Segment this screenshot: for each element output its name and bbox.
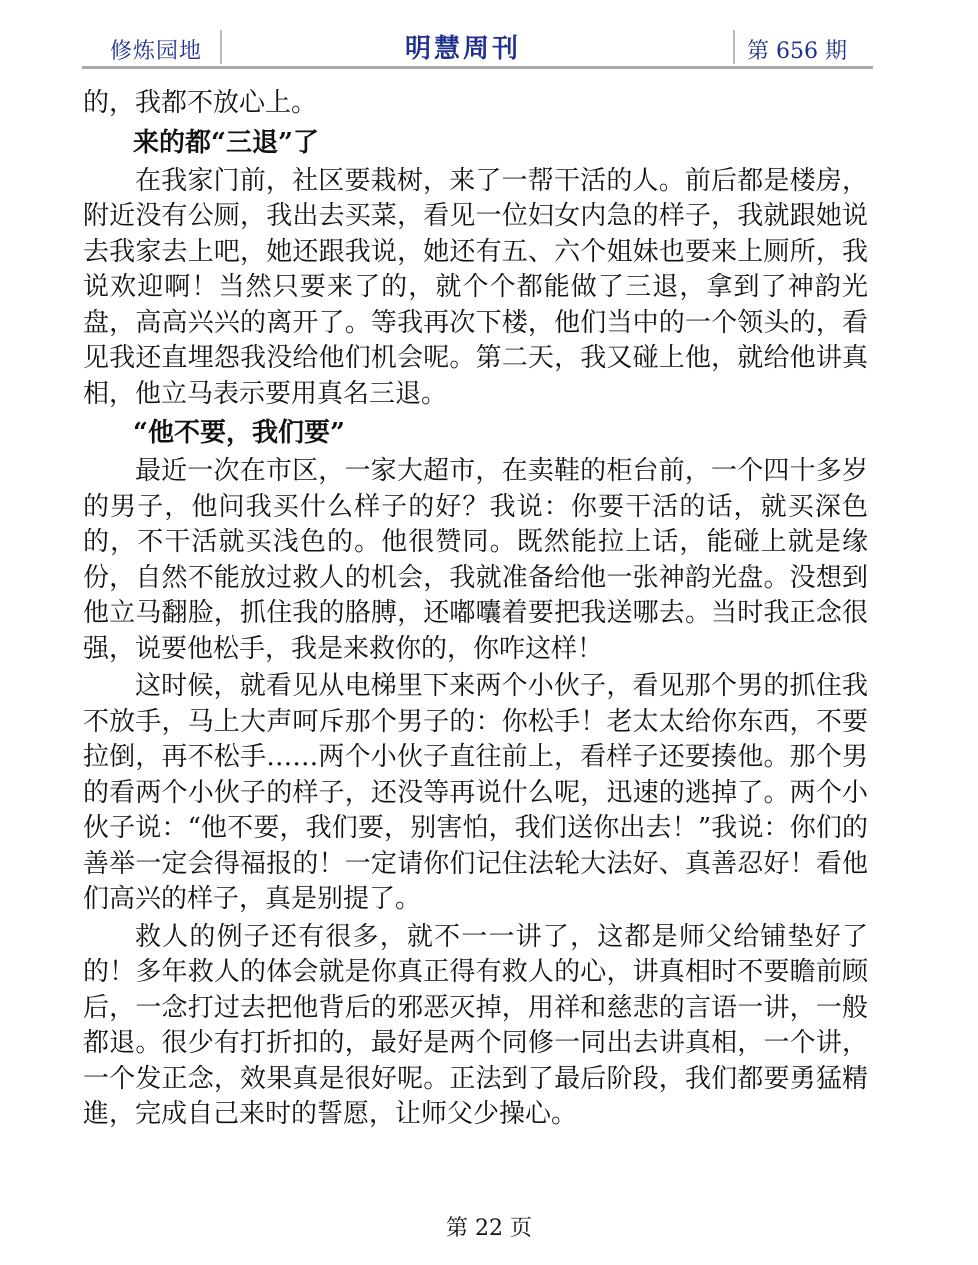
paragraph-continued: 的，我都不放心上。 <box>83 88 318 118</box>
paragraph: 在我家门前，社区要栽树，来了一帮干活的人。前后都是楼房，附近没有公厕，我出去买菜，看见一位妇女内急的样子，我就跟她说去我家去上吧，她还跟我说，她还有五、六个姐妹也要来上厕所，我说欢迎啊！当然只要来了的，就个个都能做了三退，拿到了神韵光盘，高高兴兴的离开了。等我再次下楼，他们当中的一个领头的，看见我还直埋怨我没给他们机会呢。第二天，我又碰上他，就给他讲真相，他立马表示要用真名三退。 <box>83 165 868 409</box>
subheading-three-quits: 来的都“三退”了 <box>133 127 319 158</box>
subheading-he-doesnt-want: “他不要，我们要” <box>133 418 345 448</box>
page-header <box>82 28 873 68</box>
page-number: 第 22 页 <box>446 1216 532 1241</box>
paragraph: 这时候，就看见从电梯里下来两个小伙子，看见那个男的抓住我不放手，马上大声呵斥那个男子的：你松手！老太太给你东西，不要拉倒，再不松手……两个小伙子直往前上，看样子还要揍他。那个男的看两个小伙子的样子，还没等再说什么呢，迅速的逃掉了。两个小伙子说：“他不要，我们要，别害怕，我们送你出去！”我说：你们的善举一定会得福报的！一定请你们记住法轮大法好、真善忍好！看他们高兴的样子，真是别提了。 <box>83 671 868 914</box>
paragraph: 最近一次在市区，一家大超市，在卖鞋的柜台前，一个四十多岁的男子，他问我买什么样子的好？我说：你要干活的话，就买深色的，不干活就买浅色的。他很赞同。既然能拉上话，能碰上就是缘份，自然不能放过救人的机会，我就准备给他一张神韵光盘。没想到他立马翻脸，抓住我的胳膊，还嘟囔着要把我送哪去。当时我正念很强，说要他松手，我是来救你的，你咋这样！ <box>83 456 868 664</box>
section-name: 修炼园地 <box>110 39 203 64</box>
issue-number: 第 656 期 <box>747 39 847 64</box>
header-rule <box>82 66 873 69</box>
header-divider-left <box>220 30 222 64</box>
header-divider-right <box>733 30 735 64</box>
paragraph: 救人的例子还有很多，就不一一讲了，这都是师父给铺垫好了的！多年救人的体会就是你真正得有救人的心，讲真相时不要瞻前顾后，一念打过去把他背后的邪恶灭掉，用祥和慈悲的言语一讲，一般都退。很少有打折扣的，最好是两个同修一同出去讲真相，一个讲，一个发正念，效果真是很好呢。正法到了最后阶段，我们都要勇猛精進，完成自己来时的誓愿，让师父少操心。 <box>83 921 868 1129</box>
publication-title: 明慧周刊 <box>405 34 522 64</box>
article-body <box>83 86 868 1135</box>
